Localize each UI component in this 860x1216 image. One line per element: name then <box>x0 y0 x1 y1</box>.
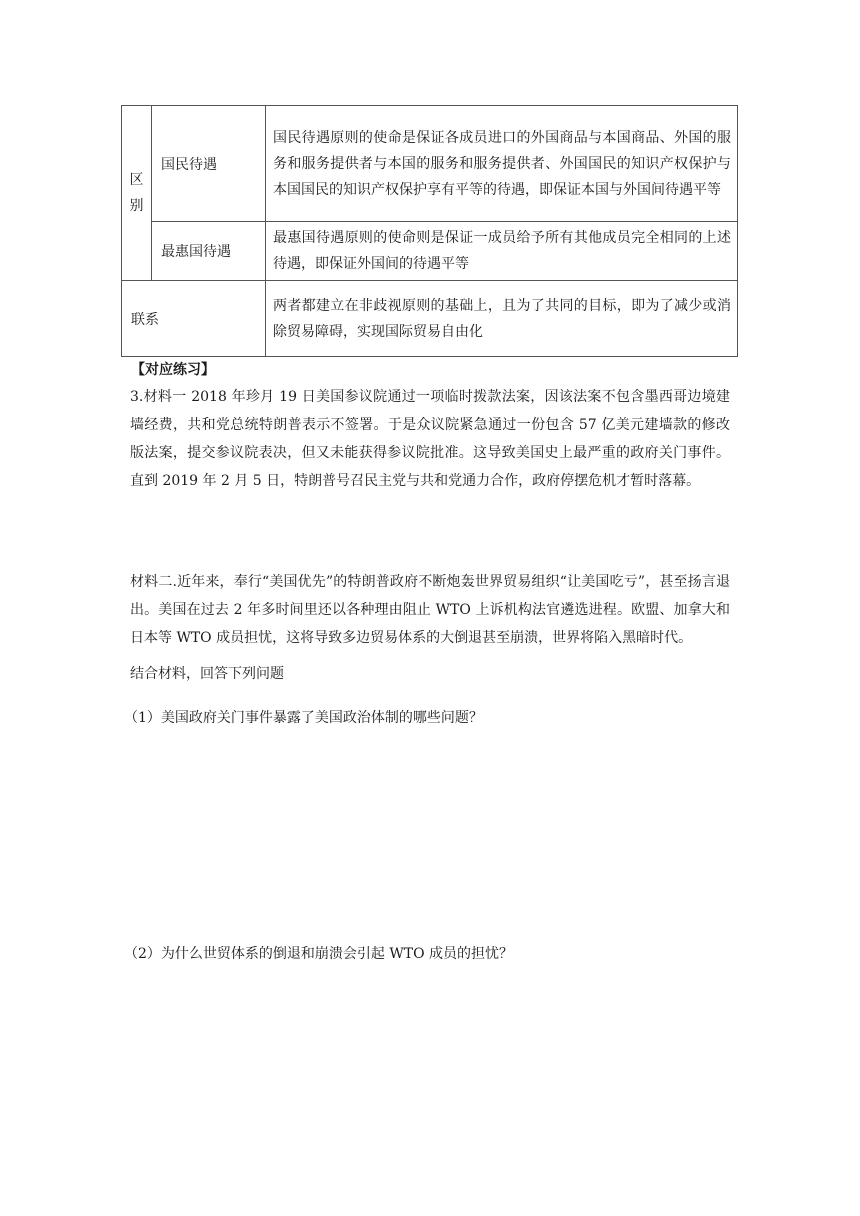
material-two-paragraph: 材料二.近年来，奉行“美国优先”的特朗普政府不断炮轰世界贸易组织“让美国吃亏”，甚至扬言退出。美国在过去 2 年多时间里还以各种理由阻止 WTO 上诉机构法官遴选进程。欧盟、加拿大和日本等 WTO 成员担忧，这将导致多边贸易体系的大倒退甚至崩溃，世界将陷入黑暗时代。 <box>130 574 730 646</box>
section-heading: 【对应练习】 <box>131 362 215 378</box>
comparison-table <box>121 105 738 357</box>
table-row-most-favored-nation <box>122 222 738 281</box>
instruction-text: 结合材料，回答下列问题 <box>130 666 284 682</box>
answer-area-one[interactable] <box>130 735 730 930</box>
group-label-char-1: 区 <box>129 172 144 188</box>
answer-area-two[interactable] <box>130 972 730 1172</box>
group-label-char-2: 别 <box>129 198 144 214</box>
question-one: （1）美国政府关门事件暴露了美国政治体制的哪些问题？ <box>124 710 483 726</box>
difference-group-cell <box>122 106 152 281</box>
row-text-connection: 两者都建立在非歧视原则的基础上，且为了共同的目标，即为了减少或消除贸易障碍，实现国际贸易自由化 <box>266 281 738 357</box>
row-text-national-treatment: 国民待遇原则的使命是保证各成员进口的外国商品与本国商品、外国的服务和服务提供者与本国的服务和服务提供者、外国国民的知识产权保护与本国国民的知识产权保护享有平等的待遇，即保证本国与外国间待遇平等 <box>266 106 738 222</box>
row-text-most-favored-nation: 最惠国待遇原则的使命则是保证一成员给予所有其他成员完全相同的上述待遇，即保证外国间的待遇平等 <box>266 222 738 281</box>
row-label-connection: 联系 <box>122 281 266 357</box>
row-label-national-treatment: 国民待遇 <box>152 106 266 222</box>
question-two: （2）为什么世贸体系的倒退和崩溃会引起 WTO 成员的担忧？ <box>124 946 514 962</box>
material-one-paragraph: 3.材料一 2018 年珍月 19 日美国参议院通过一项临时拨款法案，因该法案不包含墨西哥边境建墙经费，共和党总统特朗普表示不签署。于是众议院紧急通过一份包含 57 亿美元建墙款的修改版法案，提交参议院表决，但又未能获得参议院批准。这导致美国史上最严重的政府关门事件。直到 2019 年 2 月 5 日，特朗普号召民主党与共和党通力合作，政府停摆危机才暂时落幕。 <box>130 389 730 489</box>
row-label-most-favored-nation: 最惠国待遇 <box>152 222 266 281</box>
table-row-connection <box>122 281 738 357</box>
table-row-national-treatment <box>122 106 738 222</box>
